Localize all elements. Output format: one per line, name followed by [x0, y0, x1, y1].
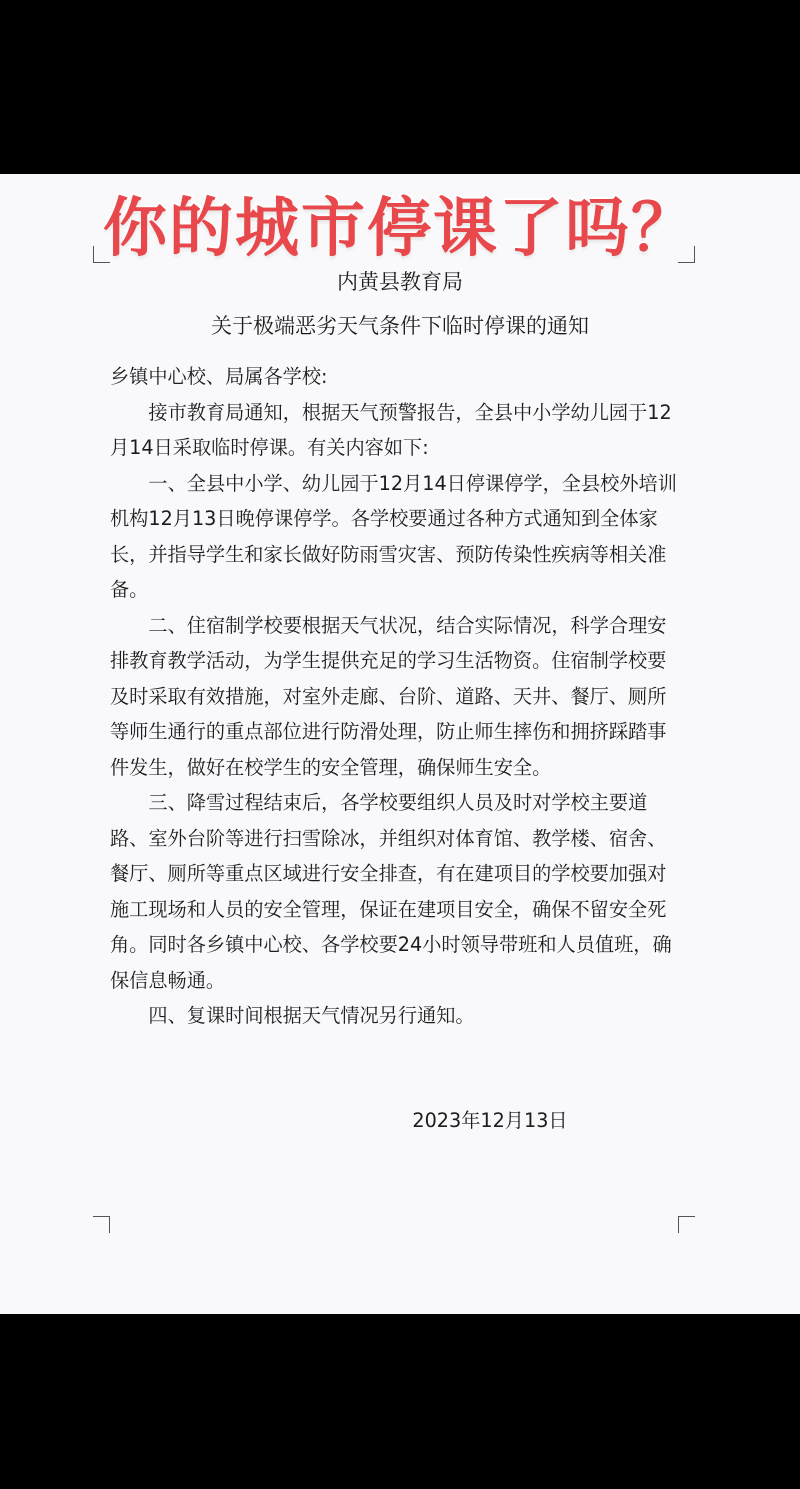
document-date: 2023年12月13日: [412, 1109, 568, 1132]
document-body: [110, 359, 685, 1034]
crop-mark-top-left: [93, 246, 110, 263]
paragraph-item-1: 一、全县中小学、幼儿园于12月14日停课停学，全县校外培训机构12月13日晚停课停学。各学校要通过各种方式通知到全体家长，并指导学生和家长做好防雨雪灾害、预防传染性疾病等相关准备。: [110, 471, 677, 601]
salutation: 乡镇中心校、局属各学校:: [110, 365, 328, 388]
paragraph-intro: 接市教育局通知，根据天气预警报告，全县中小学幼儿园于12月14日采取临时停课。有关内容如下:: [110, 400, 672, 459]
paragraph-item-3: 三、降雪过程结束后，各学校要组织人员及时对学校主要道路、室外台阶等进行扫雪除冰，并组织对体育馆、教学楼、宿舍、餐厅、厕所等重点区域进行安全排查，有在建项目的学校要加强对施工现场和人员的安全管理，保证在建项目安全，确保不留安全死角。同时各乡镇中心校、各学校要24小时领导带班和人员值班，确保信息畅通。: [110, 791, 672, 992]
crop-mark-top-right: [678, 246, 695, 263]
top-black-bar: [0, 0, 800, 174]
headline-overlay: 你的城市停课了吗？: [103, 192, 697, 266]
issuer-name: 内黄县教育局: [337, 270, 463, 294]
bottom-black-bar: [0, 1314, 800, 1489]
paragraph-item-2: 二、住宿制学校要根据天气状况，结合实际情况，科学合理安排教育教学活动，为学生提供充足的学习生活物资。住宿制学校要及时采取有效措施，对室外走廊、台阶、道路、天井、餐厅、厕所等师生通行的重点部位进行防滑处理，防止师生摔伤和拥挤踩踏事件发生，做好在校学生的安全管理，确保师生安全。: [110, 613, 667, 779]
paragraph-item-4: 四、复课时间根据天气情况另行通知。: [148, 1004, 475, 1027]
crop-mark-bottom-right: [678, 1216, 695, 1233]
document-title: 关于极端恶劣天气条件下临时停课的通知: [211, 314, 589, 338]
crop-mark-bottom-left: [93, 1216, 110, 1233]
